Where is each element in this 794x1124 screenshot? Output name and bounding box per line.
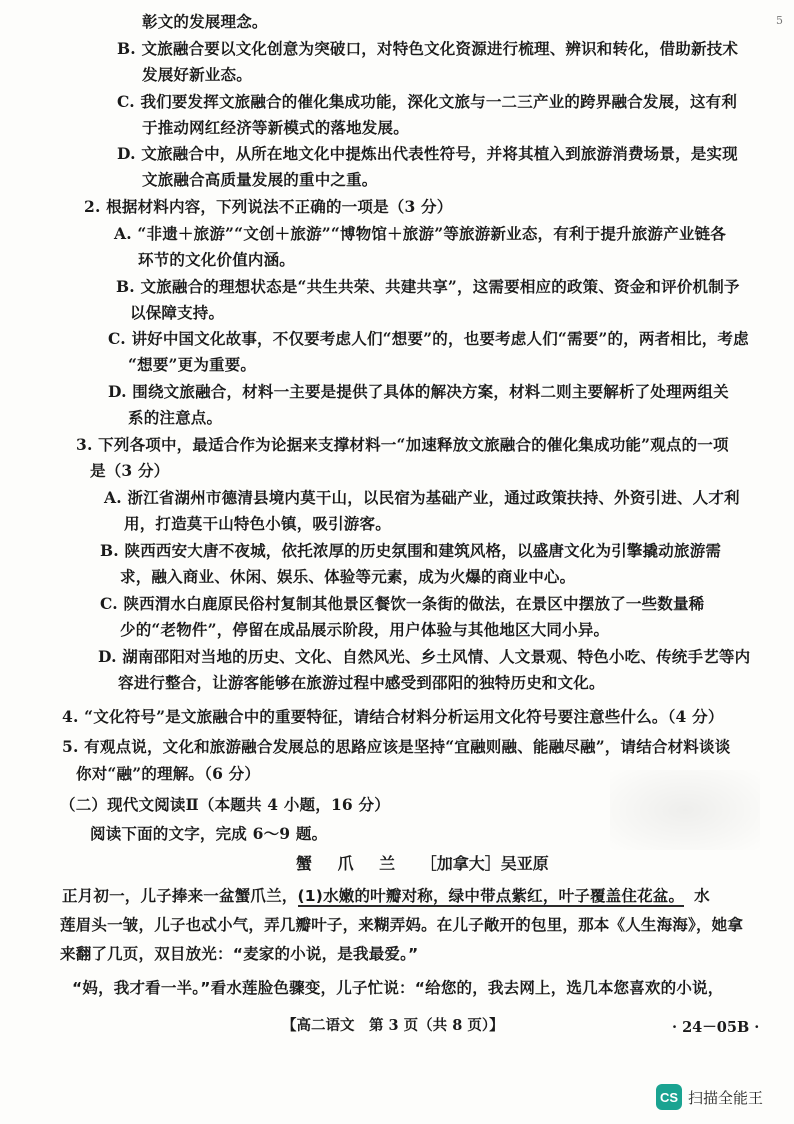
option-d: D. 文旅融合中，从所在地文化中提炼出代表性符号，并将其植入到旅游消费场景，是实现	[117, 144, 738, 163]
q2-option-c: C. 讲好中国文化故事，不仅要考虑人们“想要”的，也要考虑人们“需要”的，两者相比，考虑	[108, 329, 749, 348]
question-3: 3. 下列各项中，最适合作为论据来支撑材料一“加速释放文旅融合的催化集成功能”观点的一项	[76, 435, 729, 454]
story-paragraph-line-4: “妈，我才看一半。”看水莲脸色骤变，儿子忙说：“给您的，我去网上，选几本您喜欢的小说，	[72, 979, 724, 997]
q3-option-c-continuation: 少的“老物件”，停留在成品展示阶段，用户体验与其他地区大同小异。	[120, 620, 610, 639]
q3-option-a-continuation: 用，打造莫干山特色小镇，吸引游客。	[124, 514, 391, 533]
q3-option-c: C. 陕西渭水白鹿原民俗村复制其他景区餐饮一条街的做法，在景区中摆放了一些数量稀	[100, 594, 705, 613]
corner-mark: 5	[776, 14, 783, 27]
question-2: 2. 根据材料内容，下列说法不正确的一项是（3 分）	[84, 197, 453, 216]
section-heading: （二）现代文阅读Ⅱ（本题共 4 小题，16 分）	[60, 795, 390, 814]
footer-page-info: 【高二语文 第 3 页（共 8 页）】	[282, 1017, 504, 1034]
story-title-name: 蟹 爪 兰	[296, 854, 406, 873]
q3-option-d-continuation: 容进行整合，让游客能够在旅游过程中感受到邵阳的独特历史和文化。	[118, 673, 605, 692]
camscanner-logo-icon: CS	[656, 1084, 682, 1110]
option-a-continuation: 彰文的发展理念。	[142, 12, 268, 31]
story-title	[296, 851, 549, 874]
q2-option-b: B. 文旅融合的理想状态是“共生共荣、共建共享”，这需要相应的政策、资金和评价机制予	[116, 277, 740, 296]
q3-option-d: D. 湖南邵阳对当地的历史、文化、自然风光、乡土风情、人文景观、特色小吃、传统手艺等内	[98, 647, 751, 666]
question-5-continuation: 你对“融”的理解。（6 分）	[76, 764, 261, 783]
option-c-continuation: 于推动网红经济等新模式的落地发展。	[142, 118, 409, 137]
story-title-author: ［加拿大］吴亚原	[420, 854, 549, 873]
q2-option-d-continuation: 系的注意点。	[128, 408, 223, 427]
q2-option-d: D. 围绕文旅融合，材料一主要是提供了具体的解决方案，材料二则主要解析了处理两组关	[108, 382, 729, 401]
q2-option-a: A. “非遗＋旅游”“文创＋旅游”“博物馆＋旅游”等旅游新业态，有利于提升旅游产业链各	[114, 224, 726, 243]
story-paragraph-line-2: 莲眉头一皱，儿子也忒小气，弄几瓣叶子，来糊弄妈。在儿子敞开的包里，那本《人生海海》，她拿	[60, 916, 744, 934]
q2-option-b-continuation: 以保障支持。	[130, 303, 225, 322]
q3-option-b-continuation: 求，融入商业、休闲、娱乐、体验等元素，成为火爆的商业中心。	[120, 567, 576, 586]
story-paragraph-line-3: 来翻了几页，双目放光：“麦家的小说，是我最爱。”	[60, 945, 419, 963]
option-c: C. 我们要发挥文旅融合的催化集成功能，深化文旅与一二三产业的跨界融合发展，这有利	[117, 92, 738, 111]
q2-option-c-continuation: “想要”更为重要。	[128, 355, 257, 374]
option-d-continuation: 文旅融合高质量发展的重中之重。	[142, 170, 378, 189]
reading-instruction: 阅读下面的文字，完成 6～9 题。	[90, 824, 328, 843]
scan-smudge	[610, 770, 760, 850]
q3-option-a: A. 浙江省湖州市德清县境内莫干山，以民宿为基础产业，通过政策扶持、外资引进、人才利	[104, 488, 740, 507]
footer-code: · 24－05B ·	[672, 1019, 760, 1036]
watermark-text: 扫描全能王	[688, 1088, 764, 1107]
story-paragraph-line-1: 正月初一，儿子捧来一盆蟹爪兰，(1)水嫩的叶瓣对称，绿中带点紫红，叶子覆盖住花盆。 水	[62, 887, 710, 905]
option-b: B. 文旅融合要以文化创意为突破口，对特色文化资源进行梳理、辨识和转化，借助新技术	[117, 39, 739, 58]
q3-option-b: B. 陕西西安大唐不夜城，依托浓厚的历史氛围和建筑风格，以盛唐文化为引擎撬动旅游需	[100, 541, 722, 560]
question-3-continuation: 是（3 分）	[90, 461, 170, 480]
question-4: 4. “文化符号”是文旅融合中的重要特征，请结合材料分析运用文化符号要注意些什么。（4 分）	[62, 707, 724, 726]
scanner-watermark	[656, 1084, 763, 1110]
q2-option-a-continuation: 环节的文化价值内涵。	[138, 250, 296, 269]
question-5: 5. 有观点说，文化和旅游融合发展总的思路应该是坚持“宜融则融、能融尽融”，请结合材料谈谈	[62, 737, 731, 756]
option-b-continuation: 发展好新业态。	[142, 65, 252, 84]
handwritten-underline: (1)水嫩的叶瓣对称，绿中带点紫红，叶子覆盖住花盆。	[297, 887, 685, 905]
